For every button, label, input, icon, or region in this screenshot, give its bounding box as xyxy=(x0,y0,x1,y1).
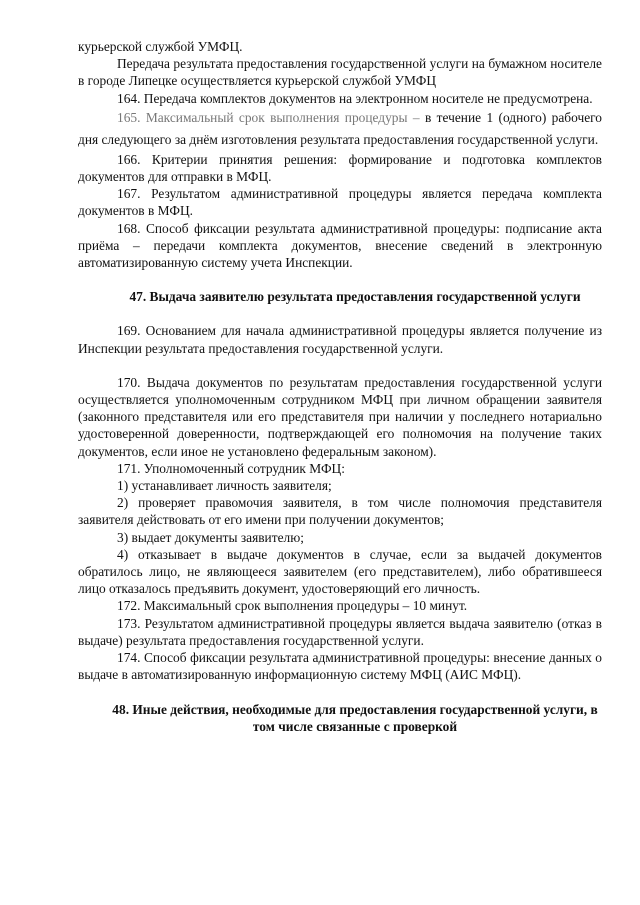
paragraph-165 xyxy=(78,107,602,151)
paragraph-170: 170. Выдача документов по результатам предоставления государственной услуги осуществляется уполномоченным сотрудником МФЦ при личном обращении заявителя (законного представителя или его представителя при наличии у последнего нотариально удостоверенной доверенности, подтверждающей его полномочия на получение таких документов, если иное не установлено федеральным законом). xyxy=(78,374,602,459)
paragraph-169: 169. Основанием для начала административной процедуры является получение из Инспекции результата предоставления государственной услуги. xyxy=(78,323,602,356)
spacer xyxy=(78,357,602,374)
list-item-171-1: 1) устанавливает личность заявителя; xyxy=(117,478,332,494)
paragraph-165-rest: в течение 1 (одного) рабочего дня следующего за днём изготовления результата предоставления государственной услуги. xyxy=(78,109,602,147)
spacer xyxy=(78,684,602,701)
paragraph-174: 174. Способ фиксации результата административной процедуры: внесение данных о выдаче в автоматизированную информационную систему МФЦ (АИС МФЦ). xyxy=(78,650,602,683)
list-item-171-3: 3) выдает документы заявителю; xyxy=(117,529,304,545)
paragraph-continuation: курьерской службой УМФЦ. xyxy=(78,39,243,54)
paragraph-168: 168. Способ фиксации результата административной процедуры: подписание акта приёма – передачи комплекта документов, внесение сведений в электронную автоматизированную систему учета Инспекции. xyxy=(78,220,602,271)
section-heading-48: 48. Иные действия, необходимые для предоставления государственной услуги, в том числе связанные с проверкой xyxy=(112,701,598,734)
paragraph-173: 173. Результатом административной процедуры является выдача заявителю (отказ в выдаче) результата предоставления государственной услуги. xyxy=(78,615,602,648)
paragraph-167: 167. Результатом административной процедуры является передача комплекта документов в МФЦ. xyxy=(78,186,602,219)
paragraph-171: 171. Уполномоченный сотрудник МФЦ: xyxy=(117,460,345,476)
paragraph-165-faded: 165. Максимальный срок выполнения процедуры – xyxy=(117,109,425,125)
list-item-171-2: 2) проверяет правомочия заявителя, в том числе полномочия представителя заявителя действовать от его имени при получении документов; xyxy=(78,495,602,528)
paragraph-172: 172. Максимальный срок выполнения процедуры – 10 минут. xyxy=(117,598,468,614)
spacer xyxy=(78,305,602,322)
page-content xyxy=(78,38,602,735)
paragraph-courier-delivery: Передача результата предоставления государственной услуги на бумажном носителе в городе Липецке осуществляется курьерской службой УМФЦ xyxy=(78,56,602,89)
paragraph-164: 164. Передача комплектов документов на электронном носителе не предусмотрена. xyxy=(117,90,593,106)
list-item-171-4: 4) отказывает в выдаче документов в случае, если за выдачей документов обратилось лицо, не являющееся заявителем (его представителем), либо обратившееся лицо отказалось предъявить документ, удостоверяющий его личность. xyxy=(78,546,602,597)
spacer xyxy=(78,271,602,288)
paragraph-166: 166. Критерии принятия решения: формирование и подготовка комплектов документов для отправки в МФЦ. xyxy=(78,151,602,185)
section-heading-47: 47. Выдача заявителю результата предоставления государственной услуги xyxy=(129,289,581,305)
